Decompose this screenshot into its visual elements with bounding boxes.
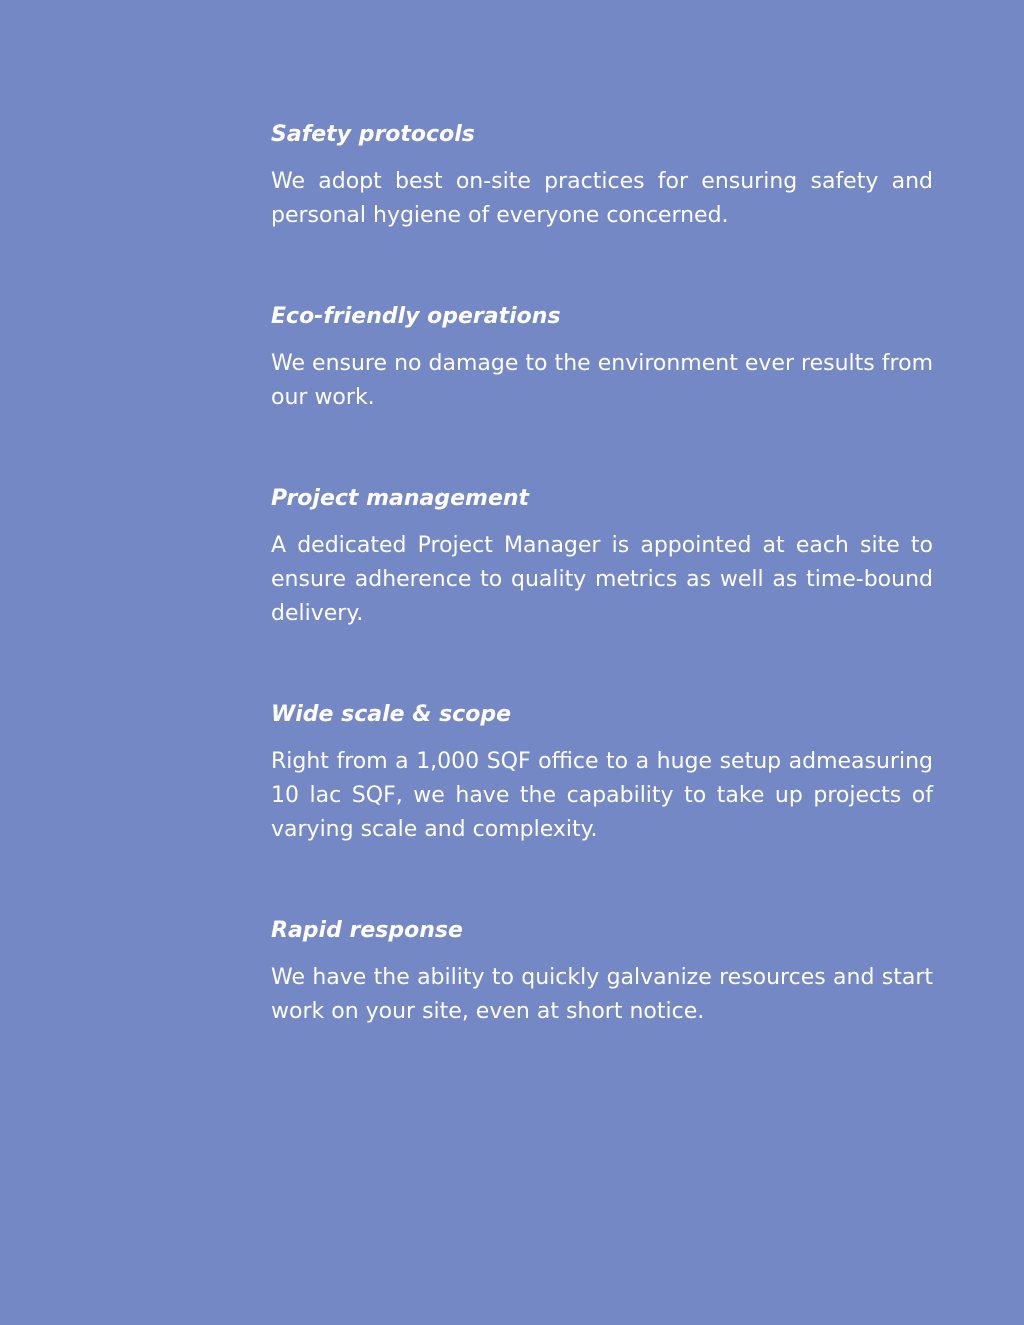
section-text: We have the ability to quickly galvanize resources and start work on your site, even at short notice. xyxy=(271,965,933,1024)
section-text: A dedicated Project Manager is appointed at each site to ensure adherence to quality metrics as well as time-bound delivery. xyxy=(271,533,933,626)
section-text: Right from a 1,000 SQF office to a huge setup admeasuring 10 lac SQF, we have the capability to take up projects of varying scale and complexity. xyxy=(271,749,933,842)
section-title: Rapid response xyxy=(271,918,463,943)
section-text: We adopt best on-site practices for ensuring safety and personal hygiene of everyone concerned. xyxy=(271,169,933,228)
section-wide-scale-scope xyxy=(271,698,933,847)
section-title: Wide scale & scope xyxy=(271,702,512,727)
section-title: Project management xyxy=(271,486,530,511)
section-title: Eco-friendly operations xyxy=(271,304,561,329)
section-title: Safety protocols xyxy=(271,122,475,147)
features-list xyxy=(271,118,933,1096)
section-rapid-response xyxy=(271,914,933,1029)
section-project-management xyxy=(271,482,933,631)
section-safety-protocols xyxy=(271,118,933,233)
section-eco-friendly-operations xyxy=(271,300,933,415)
section-text: We ensure no damage to the environment ever results from our work. xyxy=(271,351,933,410)
